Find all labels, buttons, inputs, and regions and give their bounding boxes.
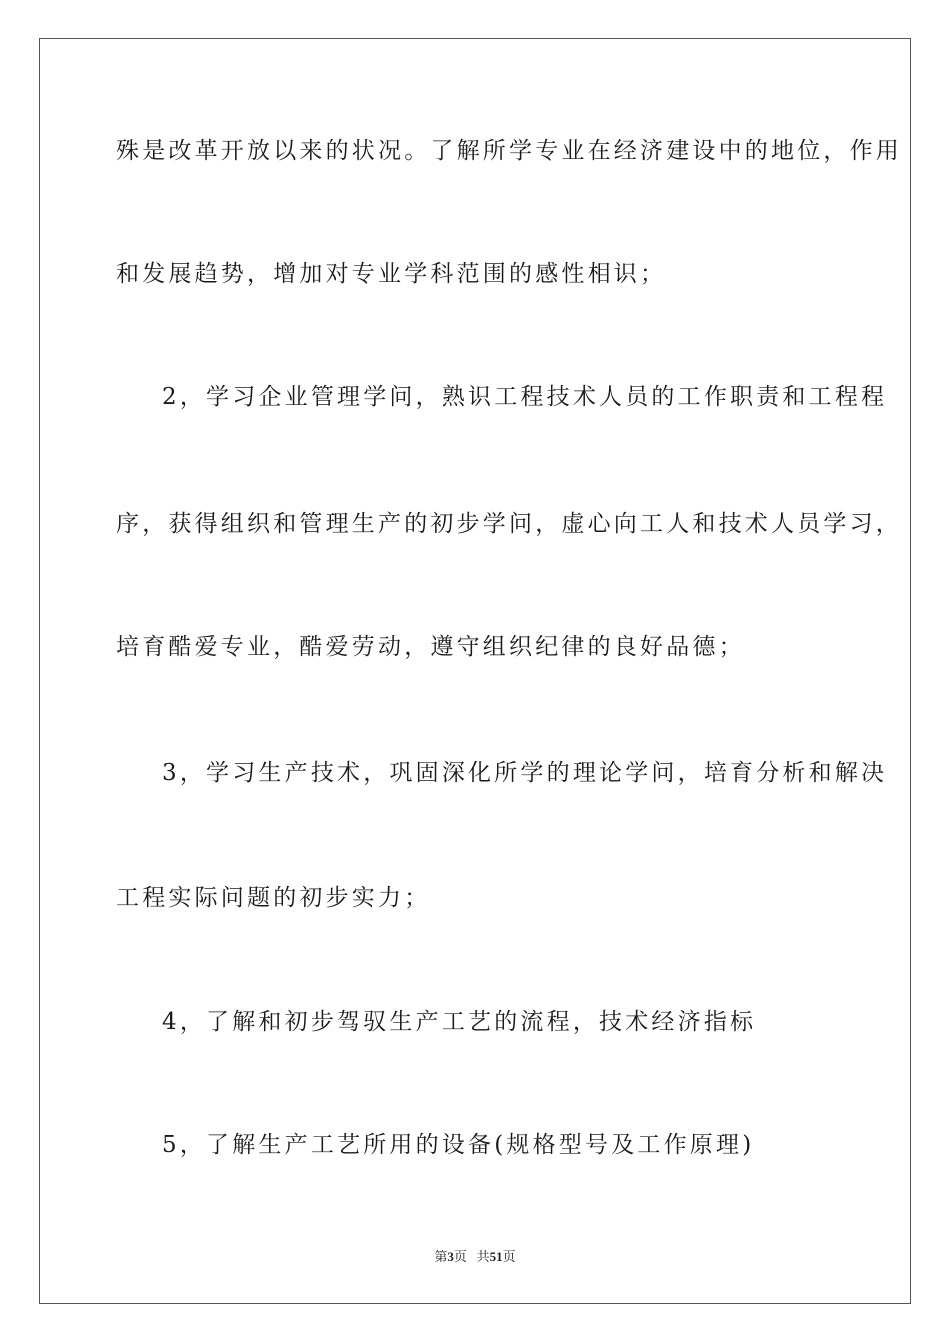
- body-text-line: 培育酷爱专业，酷爱劳动，遵守组织纪律的良好品德；: [116, 634, 745, 660]
- body-text-line: 和发展趋势，增加对专业学科范围的感性相识；: [116, 261, 667, 287]
- current-page-number: 3: [447, 1249, 454, 1264]
- page-label-prefix: 第: [434, 1249, 448, 1264]
- page-label-suffix: 页: [453, 1249, 467, 1264]
- total-label-suffix: 页: [502, 1249, 516, 1264]
- list-item-5: 5，了解生产工艺所用的设备(规格型号及工作原理): [162, 1132, 755, 1158]
- page-frame: [39, 38, 911, 1304]
- page-footer: [0, 1246, 950, 1265]
- list-item-4: 4，了解和初步驾驭生产工艺的流程，技术经济指标: [162, 1009, 757, 1035]
- body-text-line: 殊是改革开放以来的状况。了解所学专业在经济建设中的地位，作用: [116, 138, 902, 164]
- total-page-count: 51: [489, 1249, 503, 1264]
- body-text-line: 序，获得组织和管理生产的初步学问，虚心向工人和技术人员学习，: [116, 511, 902, 537]
- body-text-line: 工程实际问题的初步实力；: [116, 885, 431, 911]
- list-item-3: 3，学习生产技术，巩固深化所学的理论学问，培育分析和解决: [162, 760, 888, 786]
- list-item-2: 2，学习企业管理学问，熟识工程技术人员的工作职责和工程程: [162, 384, 888, 410]
- total-label-prefix: 共: [476, 1249, 490, 1264]
